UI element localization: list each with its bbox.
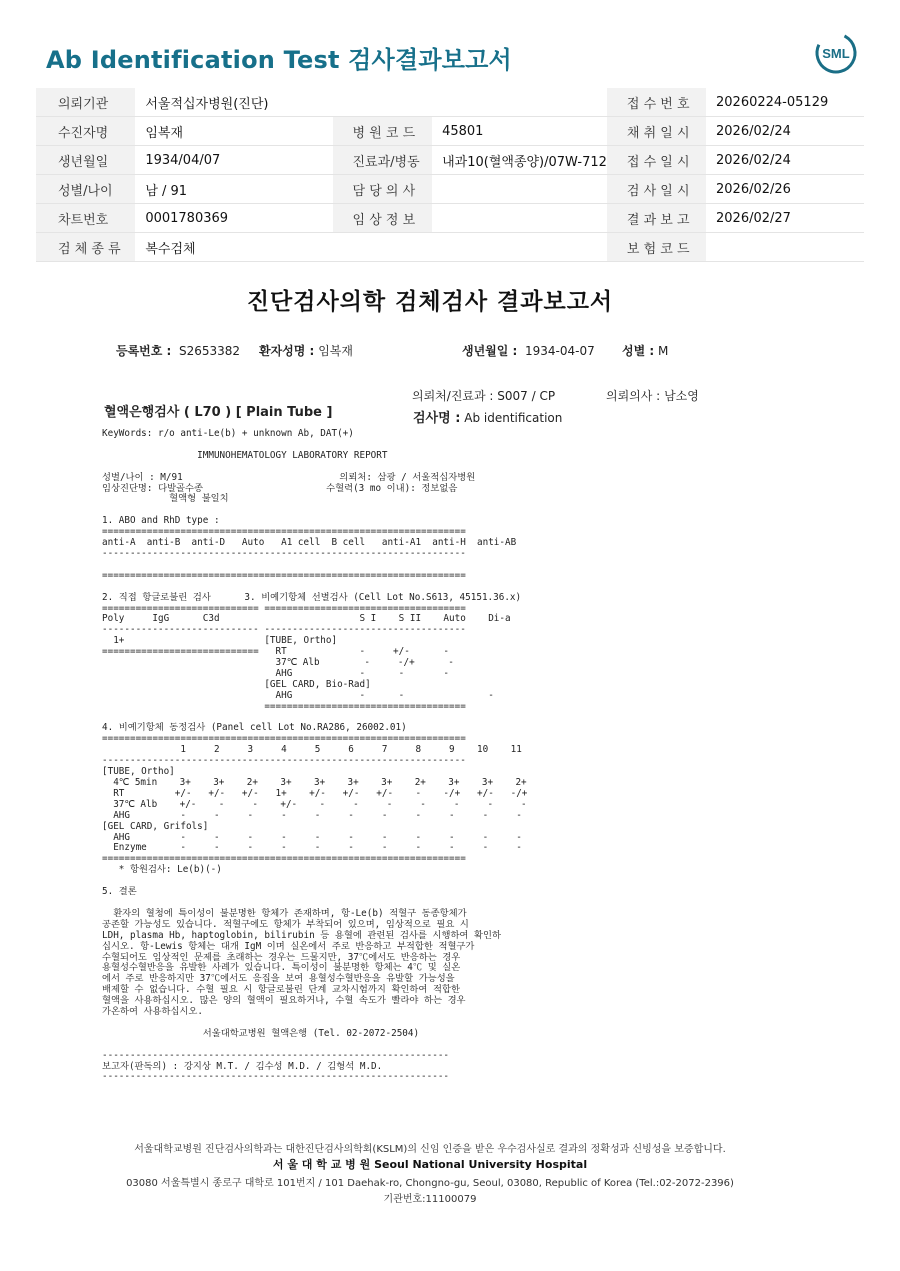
patient-info-row xyxy=(36,117,864,146)
patient-info-row xyxy=(36,175,864,204)
field-value: 임복재 xyxy=(135,117,332,146)
field-label: 생년월일 xyxy=(36,146,135,175)
field-label: 담 당 의 사 xyxy=(333,175,433,204)
patient-name: 환자성명 : 임복재 xyxy=(259,344,353,358)
requesting-doctor: 의뢰의사 : 남소영 xyxy=(606,389,699,403)
report-body-text: KeyWords: r/o anti-Le(b) + unknown Ab, DAT(+) IMMUNOHEMATOLOGY LABORATORY REPORT 성별/나이 : M/91 의뢰처: 삼광 / 서울적십자병원 임상진단명: 다발골수종 수혈력(3 mo 이내): 정보없음 혈액형 불일치 1. ABO and RhD type : ================================================================= anti-A anti-B anti-D Auto A1 cell B cell anti-A1 anti-H anti-AB ----------------------------------------------------------------- ================================================================= 2. 직접 항글로불린 검사 3. 비예기항체 선별검사 (Cell Lot No.S613, 45151.36.x) ============================ ==================================== Poly IgG C3d S I S II Auto Di-a ---------------------------- ------------------------------------ 1+ [TUBE, Ortho] ============================ RT - +/- - 37℃ Alb - -/+ - AHG - - - [GEL CARD, Bio-Rad] AHG - - - ==================================== 4. 비예기항체 동정검사 (Panel cell Lot No.RA286, 26002.01) ================================================================= 1 2 3 4 5 6 7 8 9 10 11 ----------------------------------------------------------------- [TUBE, Ortho] 4℃ 5min 3+ 3+ 2+ 3+ 3+ 3+ 3+ 2+ 3+ 3+ 2+ RT +/- +/- +/- 1+ +/- +/- +/- - -/+ +/- -/+ 37℃ Alb +/- - - +/- - - - - - - - AHG - - - - - - - - - - - [GEL CARD, Grifols] AHG - - - - - - - - - - - Enzyme - - - - - - - - - - - ================================================================= * 항원검사: Le(b)(-) 5. 결론 환자의 혈청에 특이성이 불분명한 항체가 존재하며, 항-Le(b) 적혈구 동종항체가 공존할 가능성도 있습니다. 적혈구에도 항체가 부착되어 있으며, 임상적으로 필요 시 LDH, plasma Hb, haptoglobin, bilirubin 등 용혈에 관련된 검사를 시행하여 확인하 십시오. 항-Lewis 항체는 대개 IgM 이며 실온에서 주로 반응하고 부적합한 적혈구가 수혈되어도 임상적인 문제를 초래하는 경우는 드물지만, 37℃에서도 반응하는 경우 용혈성수혈반응을 유발한 사례가 있습니다. 특이성이 불분명한 항체는 4℃ 및 실온 에서 주로 반응하지만 37℃에서도 응집을 보여 용혈성수혈반응을 유발할 가능성을 배제할 수 없습니다. 수혈 필요 시 항글로불린 단계 교차시험까지 확인하여 적합한 혈액을 사용하십시오. 많은 양의 혈액이 필요하거나, 수혈 속도가 빨라야 하는 경우 가온하여 사용하십시오. 서울대학교병원 혈액은행 (Tel. 02-2072-2504) -------------------------------------------------------------- 보고자(판독의) : 강지상 M.T. / 김수성 M.D. / 김형석 M.D. -------------------------------------------------------------- xyxy=(102,428,528,1083)
field-label: 검 체 종 류 xyxy=(36,233,135,262)
registration-number: 등록번호 : S2653382 xyxy=(116,344,241,358)
footer-institution-number: 기관번호:11100079 xyxy=(383,1194,477,1205)
test-name: 검사명 : Ab identification xyxy=(413,411,563,426)
field-label: 채 취 일 시 xyxy=(607,117,706,146)
field-value: 1934/04/07 xyxy=(135,146,332,175)
field-label: 의뢰기관 xyxy=(36,88,135,117)
field-label: 성별/나이 xyxy=(36,175,135,204)
birth-date: 생년월일 : 1934-04-07 xyxy=(462,344,595,358)
field-value: 서울적십자병원(진단) xyxy=(135,88,607,117)
footer-hospital-name: 서 울 대 학 교 병 원 Seoul National University Hospital xyxy=(272,1158,588,1171)
field-value: 0001780369 xyxy=(135,204,332,233)
field-value: 남 / 91 xyxy=(135,175,332,204)
patient-info-row xyxy=(36,204,864,233)
field-value: 2026/02/24 xyxy=(706,117,864,146)
field-label: 진료과/병동 xyxy=(333,146,433,175)
field-value: 2026/02/27 xyxy=(706,204,864,233)
footer-certification: 서울대학교병원 진단검사의학과는 대한진단검사의학회(KSLM)의 신임 인증을 받은 우수검사실로 결과의 정확성과 신빙성을 보증합니다. xyxy=(134,1144,726,1155)
logo-text: SML xyxy=(822,46,850,61)
field-label: 결 과 보 고 xyxy=(607,204,706,233)
field-label: 보 험 코 드 xyxy=(607,233,706,262)
field-label: 병 원 코 드 xyxy=(333,117,433,146)
field-label: 접 수 번 호 xyxy=(607,88,706,117)
sml-logo xyxy=(812,30,860,76)
field-value xyxy=(432,175,607,204)
patient-info-row xyxy=(36,233,864,262)
field-value xyxy=(706,233,864,262)
field-label: 검 사 일 시 xyxy=(607,175,706,204)
main-report-title: 진단검사의학 검체검사 결과보고서 xyxy=(246,289,614,315)
footer-address: 03080 서울특별시 종로구 대학로 101번지 / 101 Daehak-ro, Chongno-gu, Seoul, 03080, Republic of Korea (Tel.:02-2072-2396) xyxy=(126,1178,734,1189)
sex: 성별 : M xyxy=(622,344,669,358)
test-group: 혈액은행검사 ( L70 ) [ Plain Tube ] xyxy=(104,405,333,420)
field-value: 2026/02/26 xyxy=(706,175,864,204)
field-label: 임 상 정 보 xyxy=(333,204,433,233)
patient-info-table xyxy=(36,88,864,262)
field-value xyxy=(432,204,607,233)
field-value: 45801 xyxy=(432,117,607,146)
field-value: 내과10(혈액종양)/07W-712 xyxy=(432,146,607,175)
field-value: 2026/02/24 xyxy=(706,146,864,175)
field-label: 접 수 일 시 xyxy=(607,146,706,175)
patient-info-row xyxy=(36,88,864,117)
patient-info-row xyxy=(36,146,864,175)
field-value: 복수검체 xyxy=(135,233,607,262)
field-label: 수진자명 xyxy=(36,117,135,146)
report-title: Ab Identification Test 검사결과보고서 xyxy=(46,46,512,74)
field-label: 차트번호 xyxy=(36,204,135,233)
field-value: 20260224-05129 xyxy=(706,88,864,117)
department: 의뢰처/진료과 : S007 / CP xyxy=(412,389,556,403)
